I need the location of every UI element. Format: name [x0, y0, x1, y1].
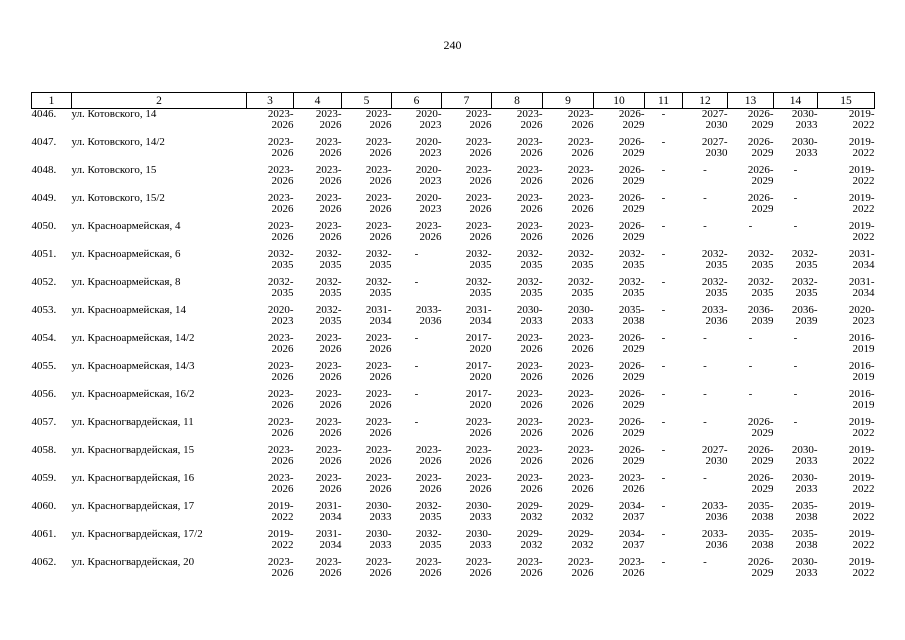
row-number: 4061.	[31, 528, 57, 540]
period-cell: 2023- 2026	[315, 388, 342, 411]
period-cell: 2026- 2029	[618, 360, 645, 383]
address-cell: ул. Котовского, 15/2	[71, 192, 165, 204]
address-cell: ул. Котовского, 15	[71, 164, 157, 176]
period-cell: 2023- 2026	[465, 164, 492, 187]
period-cell: 2023- 2026	[315, 416, 342, 439]
period-cell: 2033- 2036	[701, 500, 728, 523]
period-cell: 2023- 2026	[267, 444, 294, 467]
period-cell: 2023- 2026	[465, 220, 492, 243]
table-row	[32, 249, 875, 277]
row-number: 4062.	[31, 556, 57, 568]
address-cell: ул. Красноармейская, 14/2	[71, 332, 195, 344]
period-cell: 2030- 2033	[791, 472, 818, 495]
period-cell: 2032- 2035	[701, 248, 728, 271]
period-cell: 2032- 2035	[791, 248, 818, 271]
row-number: 4052.	[31, 276, 57, 288]
address-cell: ул. Красногвардейская, 11	[71, 416, 194, 428]
column-header: 8	[492, 93, 543, 109]
period-cell: 2026- 2029	[618, 164, 645, 187]
period-cell: 2023- 2026	[267, 108, 294, 131]
period-cell: 2026- 2029	[618, 416, 645, 439]
period-cell: 2023- 2026	[465, 472, 492, 495]
period-cell: 2023- 2026	[365, 220, 392, 243]
period-cell: 2030- 2033	[465, 500, 492, 523]
empty-value-cell: -	[414, 332, 419, 344]
period-cell: 2032- 2035	[465, 248, 492, 271]
address-cell: ул. Красноармейская, 14	[71, 304, 186, 316]
column-header: 10	[594, 93, 645, 109]
address-cell: ул. Красноармейская, 6	[71, 248, 181, 260]
table-row	[32, 501, 875, 529]
period-cell: 2019- 2022	[848, 472, 875, 495]
period-cell: 2026- 2029	[747, 444, 774, 467]
column-header: 2	[72, 93, 247, 109]
period-cell: 2023- 2026	[567, 388, 594, 411]
empty-value-cell: -	[661, 416, 666, 428]
period-cell: 2026- 2029	[747, 192, 774, 215]
period-cell: 2016- 2019	[848, 360, 875, 383]
period-cell: 2030- 2033	[465, 528, 492, 551]
period-cell: 2023- 2026	[516, 332, 543, 355]
empty-value-cell: -	[661, 360, 666, 372]
empty-value-cell: -	[661, 500, 666, 512]
period-cell: 2017- 2020	[465, 360, 492, 383]
period-cell: 2023- 2026	[567, 556, 594, 579]
address-cell: ул. Красноармейская, 14/3	[71, 360, 195, 372]
period-cell: 2029- 2032	[516, 500, 543, 523]
period-cell: 2027- 2030	[701, 108, 728, 131]
period-cell: 2035- 2038	[747, 528, 774, 551]
period-cell: 2030- 2033	[791, 444, 818, 467]
period-cell: 2023- 2026	[365, 556, 392, 579]
empty-value-cell: -	[661, 332, 666, 344]
period-cell: 2023- 2026	[618, 472, 645, 495]
period-cell: 2026- 2029	[618, 108, 645, 131]
period-cell: 2017- 2020	[465, 388, 492, 411]
column-header: 13	[728, 93, 774, 109]
period-cell: 2032- 2035	[701, 276, 728, 299]
empty-value-cell: -	[414, 388, 419, 400]
period-cell: 2030- 2033	[567, 304, 594, 327]
period-cell: 2026- 2029	[747, 164, 774, 187]
table-row	[32, 473, 875, 501]
empty-value-cell: -	[661, 528, 666, 540]
period-cell: 2023- 2026	[516, 220, 543, 243]
period-cell: 2020- 2023	[848, 304, 875, 327]
column-header: 3	[247, 93, 294, 109]
row-number: 4048.	[31, 164, 57, 176]
empty-value-cell: -	[748, 360, 753, 372]
period-cell: 2020- 2023	[415, 136, 442, 159]
period-cell: 2027- 2030	[701, 444, 728, 467]
empty-value-cell: -	[414, 416, 419, 428]
period-cell: 2032- 2035	[365, 248, 392, 271]
period-cell: 2023- 2026	[267, 192, 294, 215]
address-cell: ул. Котовского, 14	[71, 108, 157, 120]
row-number: 4054.	[31, 332, 57, 344]
period-cell: 2016- 2019	[848, 332, 875, 355]
row-number: 4049.	[31, 192, 57, 204]
period-cell: 2019- 2022	[848, 192, 875, 215]
period-cell: 2031- 2034	[365, 304, 392, 327]
table-row	[32, 277, 875, 305]
period-cell: 2032- 2035	[618, 248, 645, 271]
row-number: 4056.	[31, 388, 57, 400]
period-cell: 2023- 2026	[315, 136, 342, 159]
period-cell: 2023- 2026	[567, 136, 594, 159]
period-cell: 2023- 2026	[516, 164, 543, 187]
period-cell: 2029- 2032	[516, 528, 543, 551]
period-cell: 2023- 2026	[465, 136, 492, 159]
period-cell: 2035- 2038	[747, 500, 774, 523]
period-cell: 2032- 2035	[415, 500, 442, 523]
period-cell: 2030- 2033	[516, 304, 543, 327]
column-header: 11	[645, 93, 683, 109]
table-row	[32, 333, 875, 361]
period-cell: 2031- 2034	[315, 500, 342, 523]
empty-value-cell: -	[661, 164, 666, 176]
table-row	[32, 193, 875, 221]
address-cell: ул. Красногвардейская, 20	[71, 556, 195, 568]
period-cell: 2019- 2022	[848, 556, 875, 579]
period-cell: 2031- 2034	[315, 528, 342, 551]
empty-value-cell: -	[793, 360, 798, 372]
period-cell: 2031- 2034	[465, 304, 492, 327]
empty-value-cell: -	[793, 192, 798, 204]
row-number: 4047.	[31, 136, 57, 148]
period-cell: 2026- 2029	[618, 220, 645, 243]
empty-value-cell: -	[793, 332, 798, 344]
period-cell: 2023- 2026	[567, 360, 594, 383]
row-number: 4050.	[31, 220, 57, 232]
period-cell: 2032- 2035	[365, 276, 392, 299]
period-cell: 2023- 2026	[618, 556, 645, 579]
period-cell: 2019- 2022	[848, 528, 875, 551]
period-cell: 2026- 2029	[747, 472, 774, 495]
period-cell: 2032- 2035	[791, 276, 818, 299]
period-cell: 2023- 2026	[465, 192, 492, 215]
empty-value-cell: -	[661, 444, 666, 456]
period-cell: 2026- 2029	[618, 136, 645, 159]
empty-value-cell: -	[748, 388, 753, 400]
address-cell: ул. Красноармейская, 8	[71, 276, 181, 288]
period-cell: 2035- 2038	[791, 528, 818, 551]
period-cell: 2023- 2026	[365, 360, 392, 383]
period-cell: 2032- 2035	[267, 248, 294, 271]
period-cell: 2023- 2026	[415, 444, 442, 467]
period-cell: 2023- 2026	[516, 416, 543, 439]
period-cell: 2029- 2032	[567, 500, 594, 523]
period-cell: 2036- 2039	[747, 304, 774, 327]
period-cell: 2023- 2026	[465, 108, 492, 131]
period-cell: 2023- 2026	[267, 472, 294, 495]
period-cell: 2019- 2022	[848, 500, 875, 523]
period-cell: 2023- 2026	[315, 556, 342, 579]
empty-value-cell: -	[703, 360, 707, 372]
address-cell: ул. Котовского, 14/2	[71, 136, 165, 148]
empty-value-cell: -	[793, 416, 798, 428]
period-cell: 2023- 2026	[267, 220, 294, 243]
page-number: 240	[443, 38, 462, 52]
period-cell: 2023- 2026	[567, 332, 594, 355]
period-cell: 2034- 2037	[618, 528, 645, 551]
period-cell: 2023- 2026	[516, 360, 543, 383]
period-cell: 2026- 2029	[618, 192, 645, 215]
period-cell: 2019- 2022	[267, 528, 294, 551]
row-number: 4046.	[31, 108, 57, 120]
empty-value-cell: -	[661, 220, 666, 232]
period-cell: 2023- 2026	[567, 108, 594, 131]
column-header: 9	[543, 93, 594, 109]
empty-value-cell: -	[748, 220, 753, 232]
table-row	[32, 445, 875, 473]
period-cell: 2030- 2033	[365, 500, 392, 523]
column-header: 12	[683, 93, 728, 109]
empty-value-cell: -	[703, 388, 707, 400]
period-cell: 2023- 2026	[516, 444, 543, 467]
empty-value-cell: -	[703, 556, 707, 568]
row-number: 4059.	[31, 472, 57, 484]
period-cell: 2019- 2022	[848, 444, 875, 467]
period-cell: 2023- 2026	[567, 444, 594, 467]
table-row	[32, 165, 875, 193]
empty-value-cell: -	[414, 360, 419, 372]
period-cell: 2023- 2026	[567, 416, 594, 439]
period-cell: 2023- 2026	[267, 332, 294, 355]
period-cell: 2032- 2035	[747, 248, 774, 271]
header-row	[32, 93, 875, 109]
table-row	[32, 529, 875, 557]
period-cell: 2023- 2026	[365, 472, 392, 495]
period-cell: 2023- 2026	[267, 164, 294, 187]
period-cell: 2030- 2033	[791, 136, 818, 159]
period-cell: 2033- 2036	[701, 304, 728, 327]
period-cell: 2023- 2026	[315, 108, 342, 131]
period-cell: 2023- 2026	[465, 444, 492, 467]
table-row	[32, 305, 875, 333]
address-cell: ул. Красногвардейская, 16	[71, 472, 195, 484]
period-cell: 2029- 2032	[567, 528, 594, 551]
period-cell: 2016- 2019	[848, 388, 875, 411]
empty-value-cell: -	[793, 220, 798, 232]
period-cell: 2023- 2026	[365, 136, 392, 159]
empty-value-cell: -	[703, 472, 707, 484]
period-cell: 2032- 2035	[516, 276, 543, 299]
column-header: 14	[774, 93, 818, 109]
table-row	[32, 109, 875, 138]
table-row	[32, 137, 875, 165]
period-cell: 2023- 2026	[365, 388, 392, 411]
table-row	[32, 361, 875, 389]
period-cell: 2035- 2038	[618, 304, 645, 327]
period-cell: 2023- 2026	[415, 220, 442, 243]
period-cell: 2032- 2035	[516, 248, 543, 271]
period-cell: 2030- 2033	[365, 528, 392, 551]
period-cell: 2017- 2020	[465, 332, 492, 355]
period-cell: 2023- 2026	[365, 164, 392, 187]
period-cell: 2032- 2035	[567, 248, 594, 271]
empty-value-cell: -	[661, 556, 666, 568]
empty-value-cell: -	[703, 192, 707, 204]
period-cell: 2026- 2029	[618, 332, 645, 355]
period-cell: 2026- 2029	[618, 444, 645, 467]
address-cell: ул. Красногвардейская, 17/2	[71, 528, 203, 540]
period-cell: 2023- 2026	[315, 472, 342, 495]
period-cell: 2023- 2026	[567, 192, 594, 215]
empty-value-cell: -	[661, 248, 666, 260]
period-cell: 2023- 2026	[315, 220, 342, 243]
empty-value-cell: -	[748, 332, 753, 344]
row-number: 4055.	[31, 360, 57, 372]
period-cell: 2023- 2026	[516, 556, 543, 579]
column-header: 1	[32, 93, 72, 109]
period-cell: 2032- 2035	[315, 248, 342, 271]
period-cell: 2023- 2026	[365, 444, 392, 467]
column-header: 6	[392, 93, 442, 109]
period-cell: 2032- 2035	[267, 276, 294, 299]
period-cell: 2023- 2026	[516, 388, 543, 411]
schedule-table	[31, 92, 875, 585]
empty-value-cell: -	[661, 192, 666, 204]
table-row	[32, 417, 875, 445]
address-cell: ул. Красноармейская, 4	[71, 220, 181, 232]
period-cell: 2020- 2023	[415, 108, 442, 131]
period-cell: 2023- 2026	[567, 220, 594, 243]
period-cell: 2023- 2026	[315, 360, 342, 383]
column-header: 7	[442, 93, 492, 109]
address-cell: ул. Красногвардейская, 15	[71, 444, 195, 456]
period-cell: 2035- 2038	[791, 500, 818, 523]
period-cell: 2036- 2039	[791, 304, 818, 327]
period-cell: 2023- 2026	[415, 556, 442, 579]
period-cell: 2032- 2035	[315, 304, 342, 327]
period-cell: 2032- 2035	[618, 276, 645, 299]
period-cell: 2020- 2023	[415, 164, 442, 187]
empty-value-cell: -	[703, 220, 707, 232]
empty-value-cell: -	[703, 332, 707, 344]
period-cell: 2023- 2026	[516, 136, 543, 159]
empty-value-cell: -	[661, 108, 666, 120]
period-cell: 2031- 2034	[848, 276, 875, 299]
period-cell: 2019- 2022	[267, 500, 294, 523]
period-cell: 2023- 2026	[516, 472, 543, 495]
empty-value-cell: -	[793, 164, 798, 176]
period-cell: 2023- 2026	[365, 416, 392, 439]
period-cell: 2019- 2022	[848, 220, 875, 243]
table-row	[32, 221, 875, 249]
empty-value-cell: -	[661, 276, 666, 288]
period-cell: 2023- 2026	[415, 472, 442, 495]
period-cell: 2032- 2035	[315, 276, 342, 299]
row-number: 4058.	[31, 444, 57, 456]
period-cell: 2032- 2035	[465, 276, 492, 299]
period-cell: 2023- 2026	[315, 164, 342, 187]
period-cell: 2023- 2026	[567, 164, 594, 187]
period-cell: 2026- 2029	[747, 416, 774, 439]
period-cell: 2026- 2029	[618, 388, 645, 411]
period-cell: 2023- 2026	[267, 136, 294, 159]
row-number: 4060.	[31, 500, 57, 512]
period-cell: 2020- 2023	[415, 192, 442, 215]
period-cell: 2026- 2029	[747, 108, 774, 131]
period-cell: 2023- 2026	[267, 388, 294, 411]
address-cell: ул. Красногвардейская, 17	[71, 500, 195, 512]
table-row	[32, 557, 875, 585]
period-cell: 2032- 2035	[567, 276, 594, 299]
period-cell: 2023- 2026	[365, 332, 392, 355]
period-cell: 2032- 2035	[747, 276, 774, 299]
row-number: 4051.	[31, 248, 57, 260]
period-cell: 2023- 2026	[267, 360, 294, 383]
period-cell: 2023- 2026	[567, 472, 594, 495]
period-cell: 2033- 2036	[701, 528, 728, 551]
empty-value-cell: -	[661, 472, 666, 484]
period-cell: 2023- 2026	[465, 416, 492, 439]
column-header: 4	[294, 93, 342, 109]
period-cell: 2027- 2030	[701, 136, 728, 159]
period-cell: 2023- 2026	[465, 556, 492, 579]
period-cell: 2032- 2035	[415, 528, 442, 551]
table-body	[32, 109, 875, 586]
period-cell: 2019- 2022	[848, 108, 875, 131]
column-header: 15	[818, 93, 875, 109]
empty-value-cell: -	[661, 136, 666, 148]
empty-value-cell: -	[703, 416, 707, 428]
period-cell: 2023- 2026	[365, 108, 392, 131]
period-cell: 2026- 2029	[747, 556, 774, 579]
period-cell: 2023- 2026	[315, 444, 342, 467]
address-cell: ул. Красноармейская, 16/2	[71, 388, 195, 400]
period-cell: 2023- 2026	[267, 416, 294, 439]
column-header: 5	[342, 93, 392, 109]
period-cell: 2023- 2026	[365, 192, 392, 215]
period-cell: 2020- 2023	[267, 304, 294, 327]
period-cell: 2019- 2022	[848, 164, 875, 187]
period-cell: 2023- 2026	[267, 556, 294, 579]
empty-value-cell: -	[414, 248, 419, 260]
period-cell: 2023- 2026	[315, 192, 342, 215]
period-cell: 2023- 2026	[516, 108, 543, 131]
period-cell: 2019- 2022	[848, 416, 875, 439]
period-cell: 2026- 2029	[747, 136, 774, 159]
row-number: 4053.	[31, 304, 57, 316]
empty-value-cell: -	[793, 388, 798, 400]
period-cell: 2030- 2033	[791, 108, 818, 131]
row-number: 4057.	[31, 416, 57, 428]
period-cell: 2023- 2026	[516, 192, 543, 215]
empty-value-cell: -	[703, 164, 707, 176]
empty-value-cell: -	[414, 276, 419, 288]
empty-value-cell: -	[661, 388, 666, 400]
period-cell: 2031- 2034	[848, 248, 875, 271]
period-cell: 2034- 2037	[618, 500, 645, 523]
period-cell: 2019- 2022	[848, 136, 875, 159]
empty-value-cell: -	[661, 304, 666, 316]
period-cell: 2023- 2026	[315, 332, 342, 355]
table-row	[32, 389, 875, 417]
period-cell: 2033- 2036	[415, 304, 442, 327]
period-cell: 2030- 2033	[791, 556, 818, 579]
